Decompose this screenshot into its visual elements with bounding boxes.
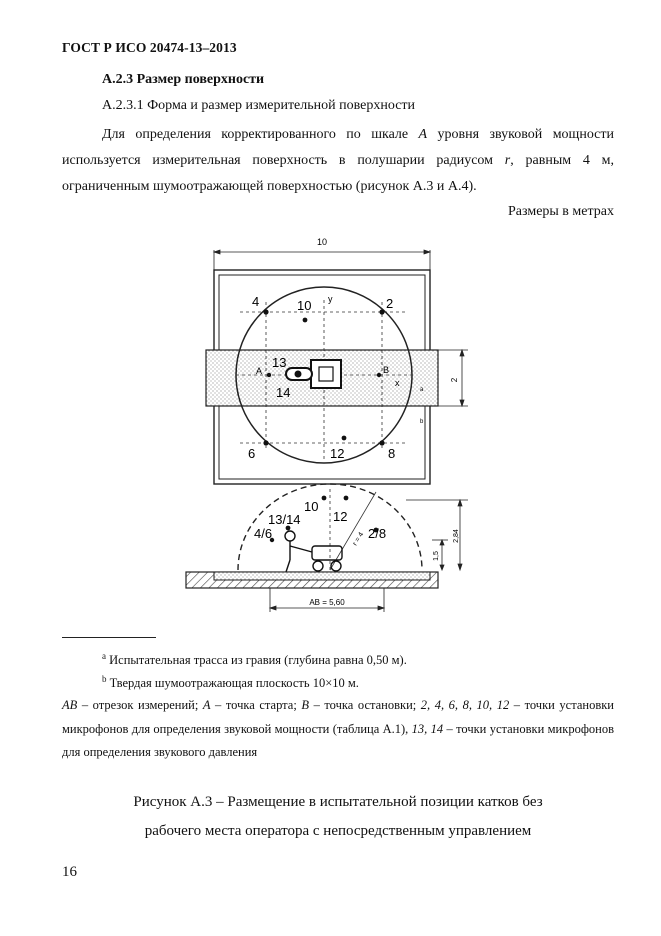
mic-top-8: 8: [388, 446, 396, 461]
roller-side-view: [285, 531, 342, 572]
axis-x-label: x: [395, 378, 400, 388]
page-number: 16: [62, 864, 77, 880]
para-r-letter: r: [504, 153, 511, 168]
legend-ab: AB: [62, 698, 78, 712]
mic-top-2: 2: [386, 296, 394, 311]
note-b-marker: b: [420, 419, 424, 425]
document-header: ГОСТ Р ИСО 20474-13–2013: [62, 40, 237, 55]
figure-a3: [176, 230, 476, 620]
legend-t2: – точка старта;: [210, 698, 302, 712]
legend-points: 2, 4, 6, 8, 10, 12: [420, 698, 510, 712]
point-a-label: A: [256, 366, 263, 376]
top-width-dimension: [214, 250, 430, 270]
mic-side-1314: 13/14: [268, 512, 301, 527]
mic-side-12: 12: [333, 509, 348, 524]
height-284-label: 2,84: [453, 529, 460, 543]
subsection-title: А.2.3.1 Форма и размер измерительной поверхности: [102, 98, 416, 113]
mic-top-13: 13: [272, 355, 287, 370]
figure-caption: [62, 788, 614, 846]
legend-t5: – точки установки микрофонов для определения звукового давления: [62, 721, 615, 759]
radius-label: r = 4: [351, 531, 366, 548]
mic-side-46: 4/6: [254, 526, 273, 541]
para-text-3: , равным 4 м, ограниченным шумоотражающей поверхностью (рисунок А.3 и А.4).: [62, 153, 614, 194]
mic-top-4: 4: [252, 294, 260, 309]
mic-top-12: 12: [330, 446, 345, 461]
ab-label: AB = 5,60: [309, 598, 345, 607]
footnote-a-mark: a: [102, 651, 106, 661]
para-text-1: Для определения корректированного по шкале: [102, 127, 419, 142]
mic-top-14: 14: [276, 385, 291, 400]
footnote-rule: [62, 637, 156, 638]
legend-b: B: [301, 698, 310, 712]
caption-line-1: Рисунок А.3 – Размещение в испытательной позиции катков без: [133, 794, 543, 810]
legend-points-2: 13, 14: [411, 721, 444, 736]
legend-t3: – точка остановки;: [309, 698, 421, 712]
height-15-label: 1,5: [433, 551, 440, 561]
para-a-letter: А: [418, 127, 428, 142]
footnote-b: [102, 674, 359, 691]
ground-gravel: [214, 572, 430, 580]
legend-t4: – точки установки микрофонов для определения звуковой мощности (таблица А.1),: [62, 698, 614, 736]
dimensions-note: Размеры в метрах: [508, 204, 614, 219]
point-b-label: B: [383, 365, 390, 375]
section-title: А.2.3 Размер поверхности: [102, 72, 265, 87]
para-text-2: уровня звуковой мощности используется измерительная поверхность в полушарии радиусом: [62, 127, 614, 168]
legend-t1: – отрезок измерений;: [77, 698, 203, 712]
note-a-marker: a: [420, 387, 424, 393]
mic-side-10: 10: [304, 499, 319, 514]
body-paragraph: [62, 122, 614, 200]
figure-legend: [62, 694, 614, 765]
mic-top-10: 10: [297, 298, 312, 313]
side-dim-label: 2: [450, 377, 459, 383]
mic-side-28: 2/8: [368, 526, 387, 541]
footnote-b-mark: b: [102, 674, 107, 684]
axis-y-label: y: [328, 294, 333, 304]
caption-line-2: рабочего места оператора с непосредственным управлением: [144, 823, 532, 839]
legend-a: A: [202, 698, 211, 712]
footnote-b-text: Твердая шумоотражающая плоскость 10×10 м.: [106, 676, 359, 691]
mic-top-6: 6: [248, 446, 256, 461]
top-width-label: 10: [316, 237, 328, 247]
footnote-a-text: Испытательная трасса из гравия (глубина равна 0,50 м).: [106, 653, 407, 668]
footnote-a: [102, 651, 407, 668]
